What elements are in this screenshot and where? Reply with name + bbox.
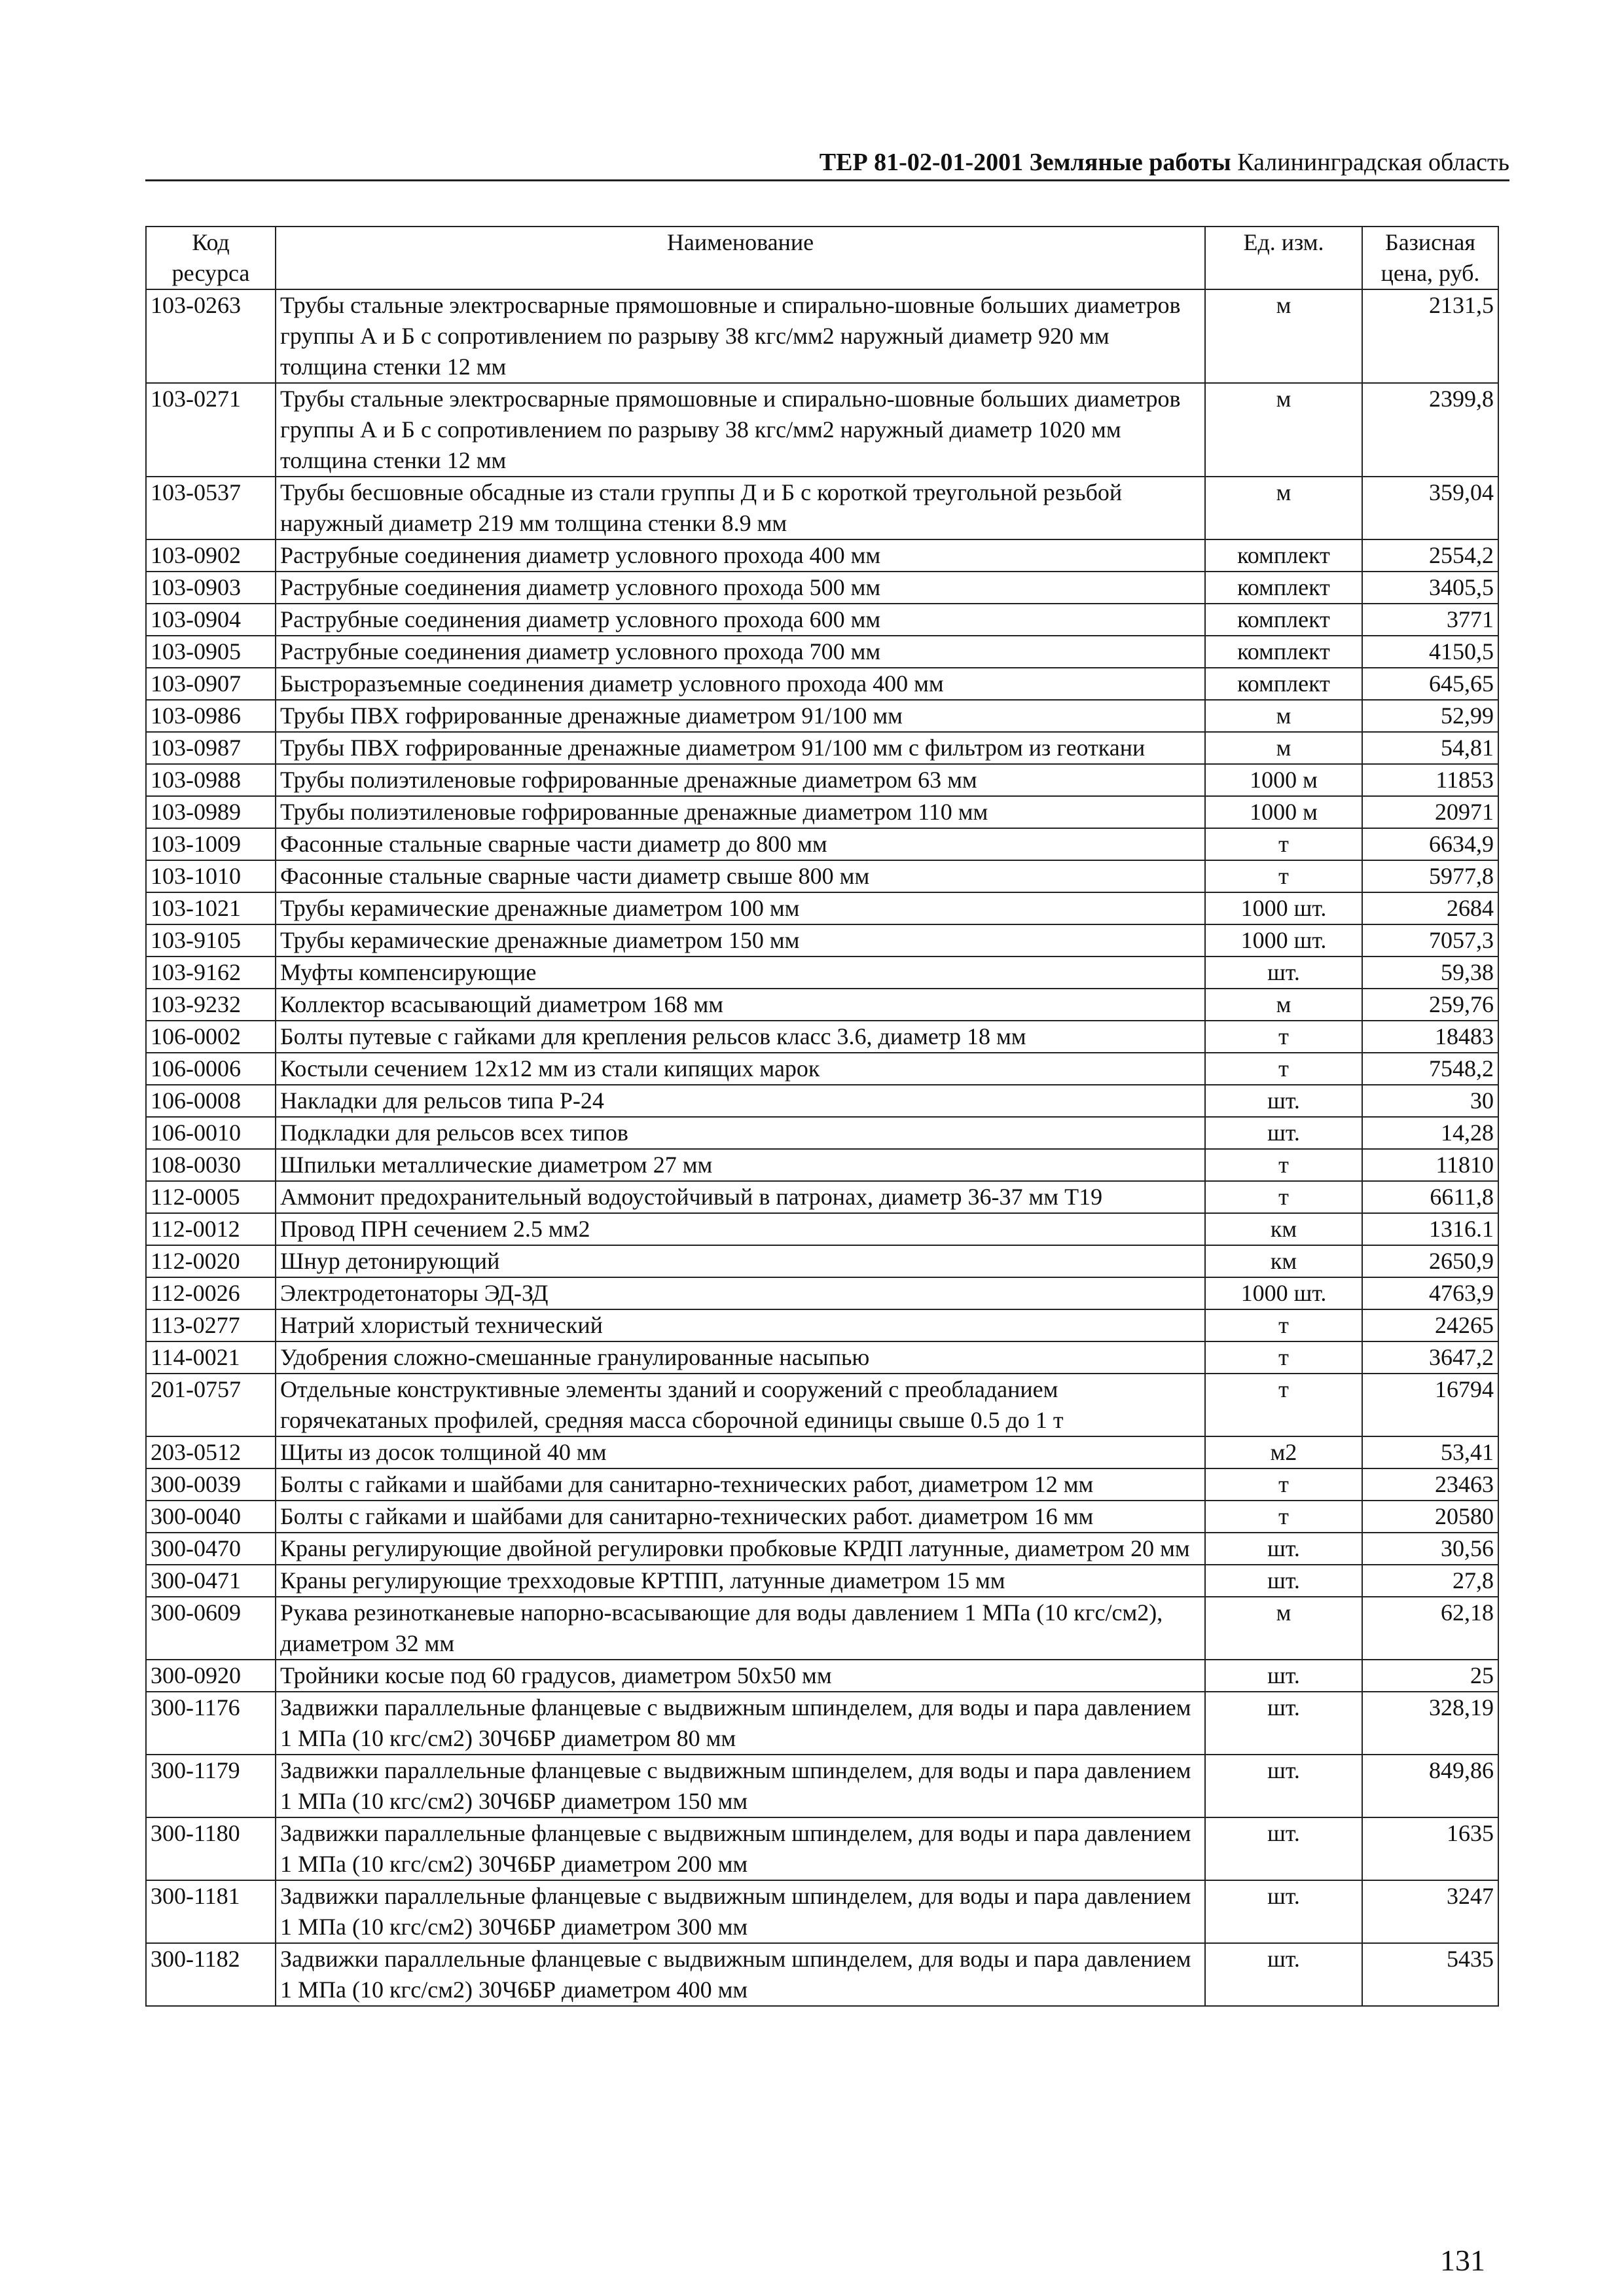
table-row (146, 289, 1498, 383)
resource-name: Шнур детонирующий (276, 1245, 1205, 1277)
resource-name: Трубы стальные электросварные прямошовные и спирально-шовные больших диаметров группы А и Б с сопротивлением по разрыву 38 кгс/мм2 наружный диаметр 920 мм толщина стенки 12 мм (276, 289, 1205, 383)
unit-of-measure: комплект (1205, 539, 1362, 572)
base-price: 5435 (1362, 1943, 1498, 2006)
resource-name: Удобрения сложно-смешанные гранулированные насыпью (276, 1341, 1205, 1374)
resource-name: Трубы керамические дренажные диаметром 150 мм (276, 924, 1205, 957)
resource-price-table (145, 226, 1499, 2007)
resource-name: Краны регулирующие двойной регулировки пробковые КРДП латунные, диаметром 20 мм (276, 1533, 1205, 1565)
unit-of-measure: комплект (1205, 572, 1362, 604)
base-price: 2650,9 (1362, 1245, 1498, 1277)
resource-name: Фасонные стальные сварные части диаметр свыше 800 мм (276, 860, 1205, 892)
unit-of-measure: м (1205, 289, 1362, 383)
unit-of-measure: т (1205, 1181, 1362, 1213)
resource-name: Задвижки параллельные фланцевые с выдвижным шпинделем, для воды и пара давлением 1 МПа (10 кгс/см2) 30Ч6БР диаметром 80 мм (276, 1692, 1205, 1755)
resource-code: 300-1180 (146, 1817, 276, 1880)
base-price: 52,99 (1362, 700, 1498, 732)
column-header-unit: Ед. изм. (1205, 227, 1362, 289)
unit-of-measure: шт. (1205, 1565, 1362, 1597)
unit-of-measure: шт. (1205, 1660, 1362, 1692)
resource-code: 300-1182 (146, 1943, 276, 2006)
table-row (146, 732, 1498, 764)
base-price: 1316.1 (1362, 1213, 1498, 1245)
table-row (146, 636, 1498, 668)
resource-code: 103-0902 (146, 539, 276, 572)
resource-name: Муфты компенсирующие (276, 957, 1205, 989)
base-price: 18483 (1362, 1021, 1498, 1053)
unit-of-measure: м (1205, 700, 1362, 732)
resource-code: 106-0006 (146, 1053, 276, 1085)
resource-code: 106-0008 (146, 1085, 276, 1117)
resource-code: 103-0271 (146, 383, 276, 477)
table-row (146, 892, 1498, 924)
column-header-code: Код ресурса (146, 227, 276, 289)
base-price: 24265 (1362, 1309, 1498, 1341)
resource-name: Подкладки для рельсов всех типов (276, 1117, 1205, 1149)
resource-code: 103-9232 (146, 989, 276, 1021)
base-price: 4763,9 (1362, 1277, 1498, 1309)
base-price: 3771 (1362, 604, 1498, 636)
base-price: 53,41 (1362, 1436, 1498, 1468)
resource-code: 114-0021 (146, 1341, 276, 1374)
unit-of-measure: 1000 м (1205, 796, 1362, 828)
resource-code: 103-0907 (146, 668, 276, 700)
unit-of-measure: т (1205, 1309, 1362, 1341)
resource-code: 112-0005 (146, 1181, 276, 1213)
resource-code: 112-0012 (146, 1213, 276, 1245)
table-row (146, 828, 1498, 860)
base-price: 54,81 (1362, 732, 1498, 764)
unit-of-measure: 1000 шт. (1205, 924, 1362, 957)
base-price: 328,19 (1362, 1692, 1498, 1755)
resource-name: Болты с гайками и шайбами для санитарно-технических работ. диаметром 16 мм (276, 1501, 1205, 1533)
table-row (146, 1149, 1498, 1181)
base-price: 645,65 (1362, 668, 1498, 700)
resource-name: Щиты из досок толщиной 40 мм (276, 1436, 1205, 1468)
resource-name: Шпильки металлические диаметром 27 мм (276, 1149, 1205, 1181)
resource-code: 201-0757 (146, 1374, 276, 1436)
unit-of-measure: 1000 м (1205, 764, 1362, 796)
column-header-price: Базисная цена, руб. (1362, 227, 1498, 289)
unit-of-measure: т (1205, 1149, 1362, 1181)
table-row (146, 1277, 1498, 1309)
base-price: 2399,8 (1362, 383, 1498, 477)
resource-code: 103-0986 (146, 700, 276, 732)
base-price: 2131,5 (1362, 289, 1498, 383)
resource-code: 113-0277 (146, 1309, 276, 1341)
base-price: 259,76 (1362, 989, 1498, 1021)
unit-of-measure: т (1205, 860, 1362, 892)
resource-name: Трубы стальные электросварные прямошовные и спирально-шовные больших диаметров группы А и Б с сопротивлением по разрыву 38 кгс/мм2 наружный диаметр 1020 мм толщина стенки 12 мм (276, 383, 1205, 477)
resource-name: Краны регулирующие трехходовые КРТПП, латунные диаметром 15 мм (276, 1565, 1205, 1597)
resource-code: 103-0988 (146, 764, 276, 796)
unit-of-measure: шт. (1205, 957, 1362, 989)
unit-of-measure: 1000 шт. (1205, 1277, 1362, 1309)
unit-of-measure: км (1205, 1245, 1362, 1277)
unit-of-measure: м (1205, 989, 1362, 1021)
table-row (146, 1817, 1498, 1880)
unit-of-measure: шт. (1205, 1755, 1362, 1817)
table-row (146, 383, 1498, 477)
base-price: 1635 (1362, 1817, 1498, 1880)
resource-code: 103-0989 (146, 796, 276, 828)
table-row (146, 796, 1498, 828)
unit-of-measure: комплект (1205, 604, 1362, 636)
page-number: 131 (1440, 2244, 1485, 2277)
resource-code: 103-9162 (146, 957, 276, 989)
unit-of-measure: т (1205, 1501, 1362, 1533)
base-price: 3647,2 (1362, 1341, 1498, 1374)
resource-code: 112-0020 (146, 1245, 276, 1277)
column-header-name: Наименование (276, 227, 1205, 289)
unit-of-measure: шт. (1205, 1533, 1362, 1565)
resource-name: Задвижки параллельные фланцевые с выдвижным шпинделем, для воды и пара давлением 1 МПа (10 кгс/см2) 30Ч6БР диаметром 400 мм (276, 1943, 1205, 2006)
resource-code: 106-0010 (146, 1117, 276, 1149)
table-row (146, 604, 1498, 636)
base-price: 7548,2 (1362, 1053, 1498, 1085)
table-row (146, 1597, 1498, 1660)
table-row (146, 989, 1498, 1021)
table-row (146, 1533, 1498, 1565)
resource-code: 300-1179 (146, 1755, 276, 1817)
table-row (146, 1309, 1498, 1341)
table-row (146, 860, 1498, 892)
resource-name: Раструбные соединения диаметр условного прохода 500 мм (276, 572, 1205, 604)
base-price: 2684 (1362, 892, 1498, 924)
table-row (146, 668, 1498, 700)
base-price: 20580 (1362, 1501, 1498, 1533)
table-row (146, 1692, 1498, 1755)
resource-name: Коллектор всасывающий диаметром 168 мм (276, 989, 1205, 1021)
unit-of-measure: т (1205, 828, 1362, 860)
base-price: 62,18 (1362, 1597, 1498, 1660)
table-row (146, 1660, 1498, 1692)
resource-name: Быстроразъемные соединения диаметр условного прохода 400 мм (276, 668, 1205, 700)
base-price: 14,28 (1362, 1117, 1498, 1149)
resource-code: 103-1021 (146, 892, 276, 924)
resource-code: 103-9105 (146, 924, 276, 957)
table-row (146, 1021, 1498, 1053)
unit-of-measure: т (1205, 1053, 1362, 1085)
resource-code: 103-0537 (146, 477, 276, 539)
base-price: 7057,3 (1362, 924, 1498, 957)
base-price: 11853 (1362, 764, 1498, 796)
table-row (146, 1565, 1498, 1597)
base-price: 6634,9 (1362, 828, 1498, 860)
page-header (145, 145, 1509, 181)
resource-name: Накладки для рельсов типа Р-24 (276, 1085, 1205, 1117)
unit-of-measure: м (1205, 732, 1362, 764)
unit-of-measure: м (1205, 383, 1362, 477)
table-row (146, 1943, 1498, 2006)
resource-code: 103-0263 (146, 289, 276, 383)
resource-name: Болты с гайками и шайбами для санитарно-технических работ, диаметром 12 мм (276, 1468, 1205, 1501)
resource-name: Трубы ПВХ гофрированные дренажные диаметром 91/100 мм (276, 700, 1205, 732)
base-price: 16794 (1362, 1374, 1498, 1436)
section-title: Земляные работы (1029, 149, 1231, 176)
resource-name: Раструбные соединения диаметр условного прохода 700 мм (276, 636, 1205, 668)
resource-name: Тройники косые под 60 градусов, диаметром 50х50 мм (276, 1660, 1205, 1692)
resource-name: Трубы бесшовные обсадные из стали группы Д и Б с короткой треугольной резьбой наружный диаметр 219 мм толщина стенки 8.9 мм (276, 477, 1205, 539)
table-row (146, 477, 1498, 539)
table-row (146, 1880, 1498, 1943)
unit-of-measure: 1000 шт. (1205, 892, 1362, 924)
table-row (146, 1053, 1498, 1085)
unit-of-measure: шт. (1205, 1943, 1362, 2006)
base-price: 27,8 (1362, 1565, 1498, 1597)
unit-of-measure: шт. (1205, 1880, 1362, 1943)
base-price: 5977,8 (1362, 860, 1498, 892)
resource-code: 106-0002 (146, 1021, 276, 1053)
base-price: 59,38 (1362, 957, 1498, 989)
base-price: 3247 (1362, 1880, 1498, 1943)
table-row (146, 539, 1498, 572)
resource-code: 300-1176 (146, 1692, 276, 1755)
unit-of-measure: км (1205, 1213, 1362, 1245)
base-price: 849,86 (1362, 1755, 1498, 1817)
table-row (146, 1117, 1498, 1149)
table-header-row (146, 227, 1498, 289)
base-price: 2554,2 (1362, 539, 1498, 572)
resource-name: Трубы керамические дренажные диаметром 100 мм (276, 892, 1205, 924)
resource-code: 300-0040 (146, 1501, 276, 1533)
table-row (146, 700, 1498, 732)
table-row (146, 572, 1498, 604)
unit-of-measure: шт. (1205, 1117, 1362, 1149)
resource-name: Рукава резинотканевые напорно-всасывающие для воды давлением 1 МПа (10 кгс/см2), диаметром 32 мм (276, 1597, 1205, 1660)
resource-code: 103-1009 (146, 828, 276, 860)
table-row (146, 1374, 1498, 1436)
resource-name: Отдельные конструктивные элементы зданий и сооружений с преобладанием горячекатаных профилей, средняя масса сборочной единицы свыше 0.5 до 1 т (276, 1374, 1205, 1436)
resource-code: 203-0512 (146, 1436, 276, 1468)
unit-of-measure: комплект (1205, 668, 1362, 700)
resource-name: Костыли сечением 12х12 мм из стали кипящих марок (276, 1053, 1205, 1085)
resource-name: Задвижки параллельные фланцевые с выдвижным шпинделем, для воды и пара давлением 1 МПа (10 кгс/см2) 30Ч6БР диаметром 200 мм (276, 1817, 1205, 1880)
resource-name: Аммонит предохранительный водоустойчивый в патронах, диаметр 36-37 мм Т19 (276, 1181, 1205, 1213)
unit-of-measure: т (1205, 1468, 1362, 1501)
unit-of-measure: м (1205, 477, 1362, 539)
base-price: 20971 (1362, 796, 1498, 828)
resource-name: Раструбные соединения диаметр условного прохода 400 мм (276, 539, 1205, 572)
table-row (146, 1213, 1498, 1245)
resource-code: 300-0609 (146, 1597, 276, 1660)
base-price: 4150,5 (1362, 636, 1498, 668)
resource-code: 103-0987 (146, 732, 276, 764)
resource-name: Болты путевые с гайками для крепления рельсов класс 3.6, диаметр 18 мм (276, 1021, 1205, 1053)
unit-of-measure: т (1205, 1341, 1362, 1374)
resource-code: 300-0920 (146, 1660, 276, 1692)
unit-of-measure: комплект (1205, 636, 1362, 668)
unit-of-measure: шт. (1205, 1692, 1362, 1755)
resource-code: 300-1181 (146, 1880, 276, 1943)
resource-name: Трубы ПВХ гофрированные дренажные диаметром 91/100 мм с фильтром из геоткани (276, 732, 1205, 764)
resource-code: 103-0905 (146, 636, 276, 668)
table-row (146, 1501, 1498, 1533)
resource-name: Трубы полиэтиленовые гофрированные дренажные диаметром 110 мм (276, 796, 1205, 828)
resource-code: 103-0904 (146, 604, 276, 636)
unit-of-measure: м2 (1205, 1436, 1362, 1468)
base-price: 30,56 (1362, 1533, 1498, 1565)
resource-code: 103-0903 (146, 572, 276, 604)
base-price: 3405,5 (1362, 572, 1498, 604)
unit-of-measure: т (1205, 1021, 1362, 1053)
table-row (146, 957, 1498, 989)
resource-name: Задвижки параллельные фланцевые с выдвижным шпинделем, для воды и пара давлением 1 МПа (10 кгс/см2) 30Ч6БР диаметром 300 мм (276, 1880, 1205, 1943)
resource-name: Задвижки параллельные фланцевые с выдвижным шпинделем, для воды и пара давлением 1 МПа (10 кгс/см2) 30Ч6БР диаметром 150 мм (276, 1755, 1205, 1817)
table-row (146, 1436, 1498, 1468)
base-price: 25 (1362, 1660, 1498, 1692)
resource-name: Электродетонаторы ЭД-ЗД (276, 1277, 1205, 1309)
table-row (146, 1755, 1498, 1817)
table-row (146, 764, 1498, 796)
unit-of-measure: шт. (1205, 1817, 1362, 1880)
unit-of-measure: т (1205, 1374, 1362, 1436)
table-row (146, 1245, 1498, 1277)
resource-name: Трубы полиэтиленовые гофрированные дренажные диаметром 63 мм (276, 764, 1205, 796)
table-row (146, 924, 1498, 957)
resource-name: Провод ПРН сечением 2.5 мм2 (276, 1213, 1205, 1245)
resource-code: 300-0471 (146, 1565, 276, 1597)
resource-name: Натрий хлористый технический (276, 1309, 1205, 1341)
table-row (146, 1085, 1498, 1117)
unit-of-measure: шт. (1205, 1085, 1362, 1117)
document-code: ТЕР 81-02-01-2001 (819, 149, 1024, 176)
base-price: 30 (1362, 1085, 1498, 1117)
resource-code: 108-0030 (146, 1149, 276, 1181)
region-name: Калининградская область (1237, 149, 1509, 176)
table-row (146, 1181, 1498, 1213)
resource-name: Фасонные стальные сварные части диаметр до 800 мм (276, 828, 1205, 860)
table-row (146, 1341, 1498, 1374)
base-price: 6611,8 (1362, 1181, 1498, 1213)
base-price: 23463 (1362, 1468, 1498, 1501)
base-price: 359,04 (1362, 477, 1498, 539)
unit-of-measure: м (1205, 1597, 1362, 1660)
base-price: 11810 (1362, 1149, 1498, 1181)
resource-name: Раструбные соединения диаметр условного прохода 600 мм (276, 604, 1205, 636)
resource-code: 300-0039 (146, 1468, 276, 1501)
resource-code: 112-0026 (146, 1277, 276, 1309)
resource-code: 300-0470 (146, 1533, 276, 1565)
resource-code: 103-1010 (146, 860, 276, 892)
table-row (146, 1468, 1498, 1501)
